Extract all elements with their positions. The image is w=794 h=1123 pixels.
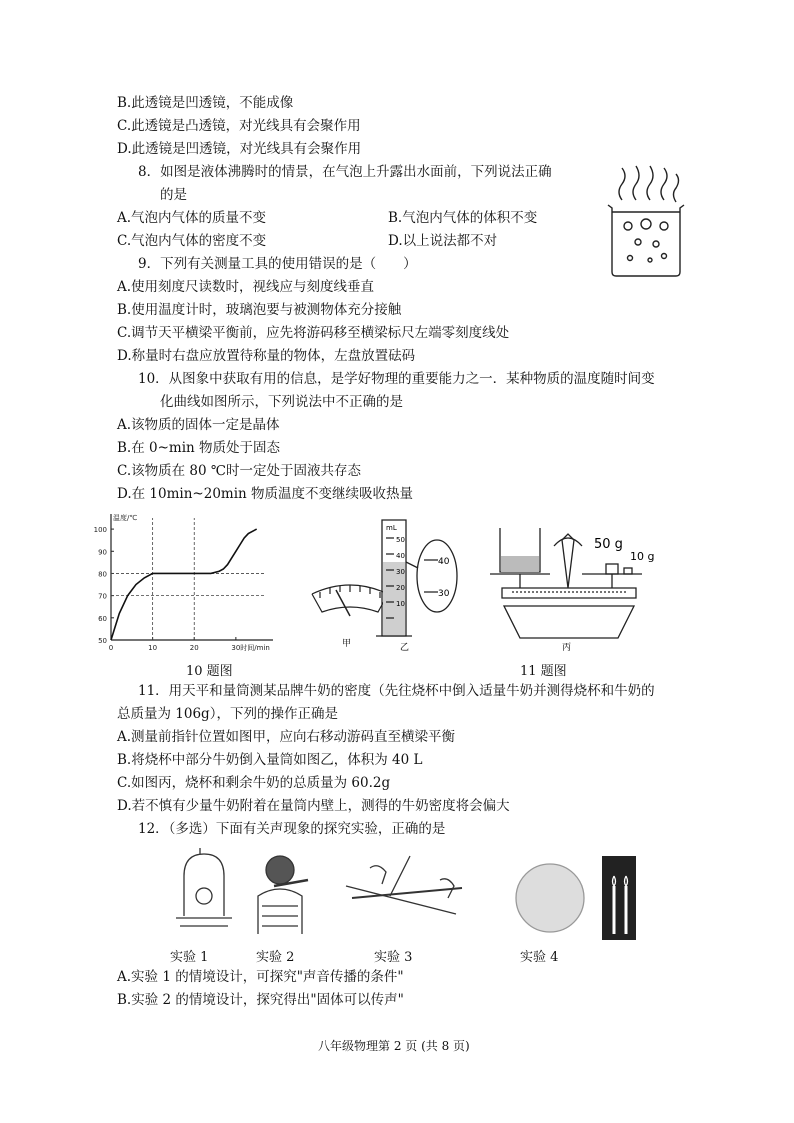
bubble <box>653 241 659 247</box>
x-tick-label: 30 <box>231 644 241 652</box>
zoom-circle <box>417 540 457 612</box>
caption-exp1: 实验 1 <box>170 950 209 965</box>
q10-option-c: C.该物质在 80 ℃时一定处于固液共存态 <box>117 463 362 479</box>
weight-50g <box>606 564 618 574</box>
label-bing: 丙 <box>562 643 572 653</box>
q12-option-a: A.实验 1 的情境设计，可探究"声音传播的条件" <box>117 969 404 985</box>
fig11-balance <box>482 516 655 654</box>
speaker-cone <box>516 864 584 932</box>
bubble <box>662 254 667 259</box>
fig11-pointer-and-cylinder <box>290 512 470 654</box>
q11-option-b: B.将烧杯中部分牛奶倒入量筒如图乙，体积为 40 L <box>117 752 423 768</box>
y-tick-label: 60 <box>98 614 107 623</box>
q9-stem: 9．下列有关测量工具的使用错误的是（ ） <box>138 256 417 272</box>
pump-plate <box>176 918 232 926</box>
bell-jar <box>184 854 224 916</box>
q11-option-c: C.如图丙，烧杯和剩余牛奶的总质量为 60.2g <box>117 775 391 791</box>
page-footer: 八年级物理第 2 页 (共 8 页) <box>318 1039 470 1053</box>
pointer-scale-body <box>312 594 388 612</box>
q11-option-d: D.若不慎有少量牛奶附着在量筒内壁上，测得的牛奶密度将会偏大 <box>117 798 510 814</box>
y-tick-label: 80 <box>98 570 107 579</box>
bubble <box>624 222 632 230</box>
steam-line <box>661 168 667 200</box>
caption-exp3: 实验 3 <box>374 950 413 965</box>
q7-option-d: D.此透镜是凹透镜，对光线具有会聚作用 <box>117 141 362 157</box>
weight-10g <box>624 568 632 574</box>
label-jia: 甲 <box>342 639 352 649</box>
caption-fig10: 10 题图 <box>186 664 233 679</box>
boiling-beaker-figure <box>600 160 692 280</box>
bubble <box>660 222 668 230</box>
q10-option-a: A.该物质的固体一定是晶体 <box>117 417 280 433</box>
temperature-curve <box>111 529 257 640</box>
balance-pointer <box>562 534 574 588</box>
q8-stem: 8．如图是液体沸腾时的情景，在气泡上升露出水面前，下列说法正确 <box>138 164 552 180</box>
cyl-tick-50: 50 <box>396 536 405 544</box>
zoom-tick-30: 30 <box>438 589 450 599</box>
x-tick-label: 10 <box>148 644 158 652</box>
alarm-clock <box>196 888 212 904</box>
ruler <box>352 888 462 898</box>
beaker-outline <box>608 205 684 276</box>
y-tick-label: 50 <box>98 637 107 645</box>
q11-option-a: A.测量前指针位置如图甲，应向右移动游码直至横梁平衡 <box>117 729 456 745</box>
bubble <box>641 219 651 229</box>
balance-beam <box>502 588 636 598</box>
pointer-scale-ticks <box>320 585 380 598</box>
zoom-pointer <box>406 562 418 568</box>
x-axis-label: 时间/min <box>240 644 270 652</box>
q7-option-b: B.此透镜是凹透镜，不能成像 <box>117 95 294 111</box>
y-tick-label: 90 <box>98 548 107 557</box>
q7-option-c: C.此透镜是凸透镜，对光线具有会聚作用 <box>117 118 361 134</box>
bubble <box>628 256 633 261</box>
q10-option-b: B.在 0~min 物质处于固态 <box>117 440 281 456</box>
bubble <box>635 239 641 245</box>
q12-experiments-figure <box>170 846 640 944</box>
caption-fig11: 11 题图 <box>520 664 567 679</box>
bubble <box>648 258 652 262</box>
cylinder-unit: mL <box>386 524 397 532</box>
hand-and-table <box>346 856 456 914</box>
cyl-tick-20: 20 <box>396 584 405 592</box>
q11-stem: 11．用天平和量筒测某品牌牛奶的密度（先往烧杯中倒入适量牛奶并测得烧杯和牛奶的 <box>138 683 655 699</box>
boy-body <box>258 889 302 934</box>
label-yi: 乙 <box>400 643 410 653</box>
steam-line <box>633 166 639 200</box>
q8-option-d: D.以上说法都不对 <box>388 233 498 249</box>
q9-option-d: D.称量时右盘应放置待称量的物体，左盘放置砝码 <box>117 348 416 364</box>
x-tick-label: 0 <box>108 644 114 652</box>
q9-option-a: A.使用刻度尺读数时，视线应与刻度线垂直 <box>117 279 375 295</box>
temperature-time-chart <box>85 508 285 656</box>
y-tick-label: 70 <box>98 592 107 601</box>
cyl-tick-10: 10 <box>396 600 405 608</box>
weight-label-50g: 50 g <box>594 537 623 552</box>
caption-exp4: 实验 4 <box>520 950 559 965</box>
boy-head <box>266 856 294 884</box>
q12-option-b: B.实验 2 的情境设计，探究得出"固体可以传声" <box>117 992 404 1008</box>
q10-stem-cont: 化曲线如图所示，下列说法中不正确的是 <box>160 394 403 410</box>
caption-exp2: 实验 2 <box>256 950 295 965</box>
q8-option-a: A.气泡内气体的质量不变 <box>117 210 267 226</box>
y-axis-label: 温度/℃ <box>113 514 138 522</box>
zoom-tick-40: 40 <box>438 557 450 567</box>
q11-stem-cont: 总质量为 106g），下列的操作正确是 <box>117 706 338 722</box>
pointer-dial <box>554 538 582 546</box>
q9-option-c: C.调节天平横梁平衡前，应先将游码移至横梁标尺左端零刻度线处 <box>117 325 510 341</box>
weight-label-10g: 10 g <box>630 550 655 563</box>
hand-left <box>370 866 386 884</box>
x-tick-label: 20 <box>189 644 199 652</box>
cyl-tick-30: 30 <box>396 568 405 576</box>
q10-stem: 10．从图象中获取有用的信息，是学好物理的重要能力之一．某种物质的温度随时间变 <box>138 371 655 387</box>
q10-option-d: D.在 10min~20min 物质温度不变继续吸收热量 <box>117 486 414 502</box>
q8-option-c: C.气泡内气体的密度不变 <box>117 233 267 249</box>
y-tick-label: 100 <box>93 526 107 535</box>
steam-line <box>674 174 679 202</box>
pointer-needle <box>336 590 350 616</box>
q8-stem-cont: 的是 <box>160 187 187 203</box>
steam-line <box>647 166 653 200</box>
q9-option-b: B.使用温度计时，玻璃泡要与被测物体充分接触 <box>117 302 402 318</box>
milk-in-beaker <box>501 556 539 572</box>
cyl-tick-40: 40 <box>396 552 405 560</box>
steam-line <box>619 168 625 200</box>
q8-option-b: B.气泡内气体的体积不变 <box>388 210 538 226</box>
dark-background <box>602 856 636 940</box>
boy-shirt-stripes <box>262 906 298 926</box>
q12-stem: 12．（多选）下面有关声现象的探究实验，正确的是 <box>138 821 446 837</box>
balance-base <box>504 606 634 638</box>
